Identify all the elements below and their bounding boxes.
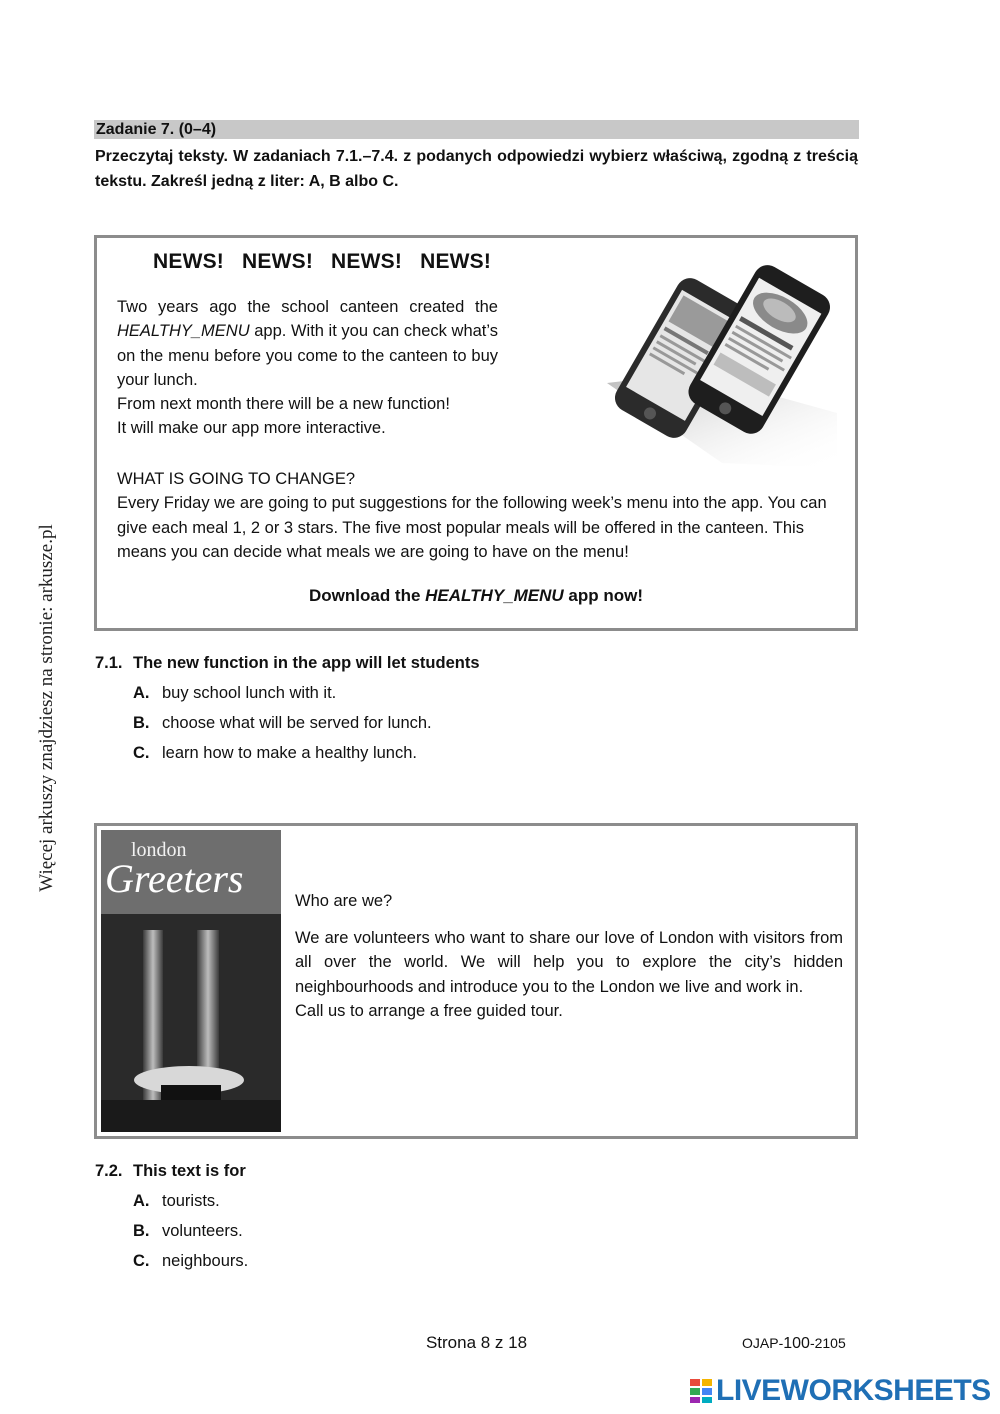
news-p1-start: Two years ago the school canteen created the	[117, 298, 498, 316]
app-name: HEALTHY_MENU	[117, 322, 250, 341]
option-b[interactable]	[133, 1222, 248, 1241]
task-instructions: Przeczytaj teksty. W zadaniach 7.1.–7.4. z podanych odpowiedzi wybierz właściwą, zgodną z treścią tekstu. Zakreśl jedną z liter: A, B albo C.	[95, 148, 858, 190]
option-letter: A.	[133, 684, 150, 702]
greeters-text	[295, 926, 843, 1023]
exam-code	[742, 1335, 846, 1353]
option-text: neighbours.	[162, 1252, 249, 1270]
news-p2: From next month there will be a new function!	[117, 395, 450, 414]
question-number: 7.1.	[95, 654, 123, 672]
download-line	[97, 586, 855, 606]
logo-big-text: Greeters	[105, 856, 244, 901]
page-number: Strona 8 z 18	[425, 1333, 528, 1352]
greeters-paragraph: We are volunteers who want to share our love of London with visitors from all over the world. We will help you to explore the city’s hidden neighbourhoods and introduce you to the London we live and work in.	[295, 929, 843, 996]
option-a[interactable]	[133, 1192, 248, 1211]
option-text: volunteers.	[162, 1222, 243, 1240]
question-7-1	[95, 654, 480, 763]
download-start: Download the	[308, 586, 426, 605]
phones-illustration	[602, 263, 837, 473]
question-stem: The new function in the app will let students	[133, 654, 480, 672]
grid-icon	[690, 1379, 712, 1403]
question-7-2	[95, 1162, 248, 1271]
change-heading: WHAT IS GOING TO CHANGE?	[117, 470, 356, 488]
question-stem: This text is for	[133, 1162, 246, 1180]
code-a: OJAP-	[742, 1335, 784, 1351]
code-c: -2105	[809, 1335, 846, 1351]
option-a[interactable]	[133, 684, 480, 703]
option-text: choose what will be served for lunch.	[162, 714, 432, 732]
question-number: 7.2.	[95, 1162, 123, 1180]
brand-text: LIVEWORKSHEETS	[716, 1374, 991, 1407]
greeters-call: Call us to arrange a free guided tour.	[295, 1001, 563, 1020]
option-text: buy school lunch with it.	[162, 684, 337, 702]
download-app-name: HEALTHY_MENU	[425, 586, 564, 605]
who-heading: Who are we?	[295, 892, 393, 910]
option-c[interactable]	[133, 1252, 248, 1271]
news-text	[117, 295, 498, 441]
news-box	[94, 235, 858, 631]
logo-small-text: london	[131, 839, 187, 861]
change-text: Every Friday we are going to put suggestions for the following week’s menu into the app. You can give each meal 1, 2 or 3 stars. The five most popular meals will be offered in the canteen. This means you can decide what meals we are going to have on the menu!	[117, 494, 827, 561]
news-title: NEWS! NEWS! NEWS! NEWS!	[153, 250, 492, 273]
greeters-box	[94, 823, 858, 1139]
news-p1-end: app. With it you can check what’s on the menu before you come to the canteen to buy your lunch.	[117, 322, 498, 389]
option-text: tourists.	[162, 1192, 220, 1210]
side-watermark-note: Więcej arkuszy znajdziesz na stronie: arkusze.pl	[36, 524, 57, 892]
news-p3: It will make our app more interactive.	[117, 419, 386, 438]
option-letter: C.	[133, 1252, 150, 1270]
option-letter: B.	[133, 1222, 150, 1240]
option-letter: A.	[133, 1192, 150, 1210]
liveworksheets-logo[interactable]	[690, 1374, 991, 1408]
download-end: app now!	[563, 586, 644, 605]
option-b[interactable]	[133, 714, 480, 733]
option-letter: C.	[133, 744, 150, 762]
option-c[interactable]	[133, 744, 480, 763]
change-section	[117, 467, 835, 564]
london-greeters-logo	[101, 830, 281, 1132]
option-letter: B.	[133, 714, 150, 732]
option-text: learn how to make a healthy lunch.	[162, 744, 417, 762]
task-title: Zadanie 7. (0–4)	[94, 120, 859, 139]
code-b: 100	[783, 1335, 810, 1352]
